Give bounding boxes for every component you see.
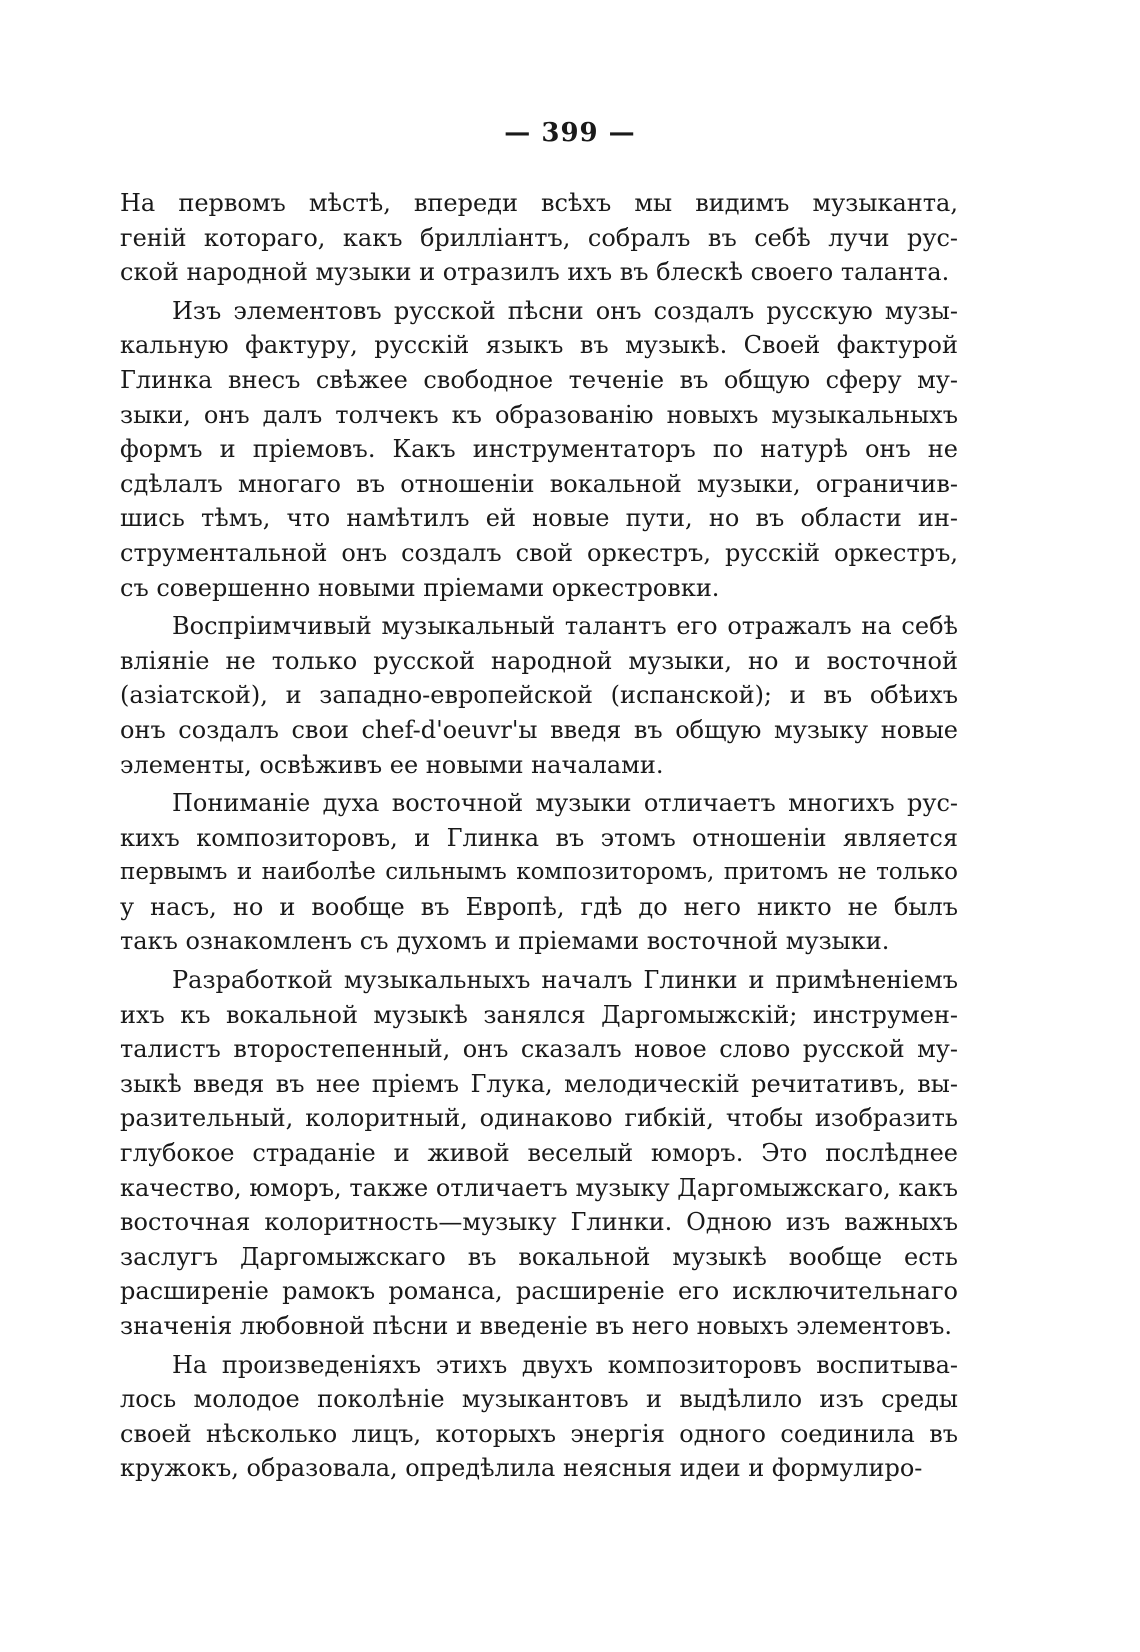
- text-line: кружокъ, образовала, опредѣлила неясныя идеи и формулиро-: [120, 1454, 923, 1483]
- text-line: качество, юморъ, также отличаетъ музыку Даргомыжскаго, какъ: [120, 1173, 958, 1202]
- text-line: струментальной онъ создалъ свой оркестръ, русскій оркестръ,: [120, 538, 958, 567]
- text-line: формъ и пріемовъ. Какъ инструментаторъ по натурѣ онъ не: [120, 435, 958, 464]
- text-line: у насъ, но и вообще въ Европѣ, гдѣ до него никто не былъ: [120, 892, 958, 921]
- text-line: элементы, освѣживъ ее новыми началами.: [120, 750, 664, 779]
- text-line: заслугъ Даргомыжскаго въ вокальной музыкѣ вообще есть: [120, 1242, 958, 1271]
- text-line: глубокое страданіе и живой веселый юморъ. Это послѣднее: [120, 1139, 958, 1168]
- text-line: генiй котораго, какъ брилліантъ, собралъ въ себѣ лучи рус-: [120, 223, 958, 252]
- paragraph: [120, 1348, 958, 1486]
- text-line: расширеніе рамокъ романса, расширеніе его исключительнаго: [120, 1277, 958, 1306]
- text-line: зыки, онъ далъ толчекъ къ образованію новыхъ музыкальныхъ: [120, 400, 958, 429]
- text-line: вліяніе не только русской народной музыки, но и восточной: [120, 646, 958, 675]
- text-line: такъ ознакомленъ съ духомъ и пріемами восточной музыки.: [120, 927, 890, 956]
- text-line: Изъ элементовъ русской пѣсни онъ создалъ русскую музы-: [172, 296, 958, 325]
- text-line: шись тѣмъ, что намѣтилъ ей новые пути, но въ области ин-: [120, 504, 958, 533]
- text-line: первымъ и наиболѣе сильнымъ композиторомъ, притомъ не только: [120, 859, 958, 886]
- text-line: Пониманіе духа восточной музыки отличаетъ многихъ рус-: [172, 789, 958, 818]
- text-line: значенія любовной пѣсни и введеніе въ него новыхъ элементовъ.: [120, 1312, 953, 1340]
- text-line: ихъ къ вокальной музыкѣ занялся Даргомыжскій; инструмен-: [120, 1000, 958, 1029]
- text-line: Разработкой музыкальныхъ началъ Глинки и примѣненіемъ: [172, 966, 958, 995]
- text-line: лось молодое поколѣніе музыкантовъ и выдѣлило изъ среды: [120, 1385, 958, 1414]
- page-number: — 399 —: [504, 118, 636, 148]
- paragraph: [120, 609, 958, 782]
- paragraph: [120, 294, 958, 605]
- text-line: онъ создалъ свои chef-d'oeuvr'ы введя въ общую музыку новые: [120, 715, 958, 744]
- paragraph: [120, 186, 958, 290]
- text-line: своей нѣсколько лицъ, которыхъ энергія одного соединила въ: [120, 1419, 958, 1448]
- text-line: съ совершенно новыми пріемами оркестровки.: [120, 573, 720, 602]
- text-line: ской народной музыки и отразилъ ихъ въ блескѣ своего таланта.: [120, 258, 950, 287]
- text-line: Воспріимчивый музыкальный талантъ его отражалъ на себѣ: [172, 612, 958, 641]
- text-line: сдѣлалъ многаго въ отношеніи вокальной музыки, ограничив-: [120, 469, 958, 498]
- text-line: восточная колоритность—музыку Глинки. Одною изъ важныхъ: [120, 1208, 958, 1237]
- paragraph: [120, 786, 958, 959]
- text-line: кихъ композиторовъ, и Глинка въ этомъ отношеніи является: [120, 823, 958, 852]
- body-text: [120, 186, 958, 1490]
- text-line: Глинка внесъ свѣжее свободное теченіе въ общую сферу му-: [120, 365, 958, 394]
- paragraph: [120, 963, 958, 1344]
- text-line: зыкѣ введя въ нее пріемъ Глука, мелодическій речитативъ, вы-: [120, 1069, 958, 1098]
- text-line: На произведеніяхъ этихъ двухъ композиторовъ воспитыва-: [172, 1350, 958, 1379]
- text-line: кальную фактуру, русскій языкъ въ музыкѣ. Своей фактурой: [120, 331, 958, 360]
- text-line: разительный, колоритный, одинаково гибкій, чтобы изобразить: [120, 1104, 958, 1133]
- text-line: На первомъ мѣстѣ, впереди всѣхъ мы видимъ музыканта,: [120, 189, 958, 217]
- text-line: талистъ второстепенный, онъ сказалъ новое слово русской му-: [120, 1035, 958, 1064]
- text-line: (азіатской), и западно-европейской (испанской); и въ обѣихъ: [120, 681, 958, 710]
